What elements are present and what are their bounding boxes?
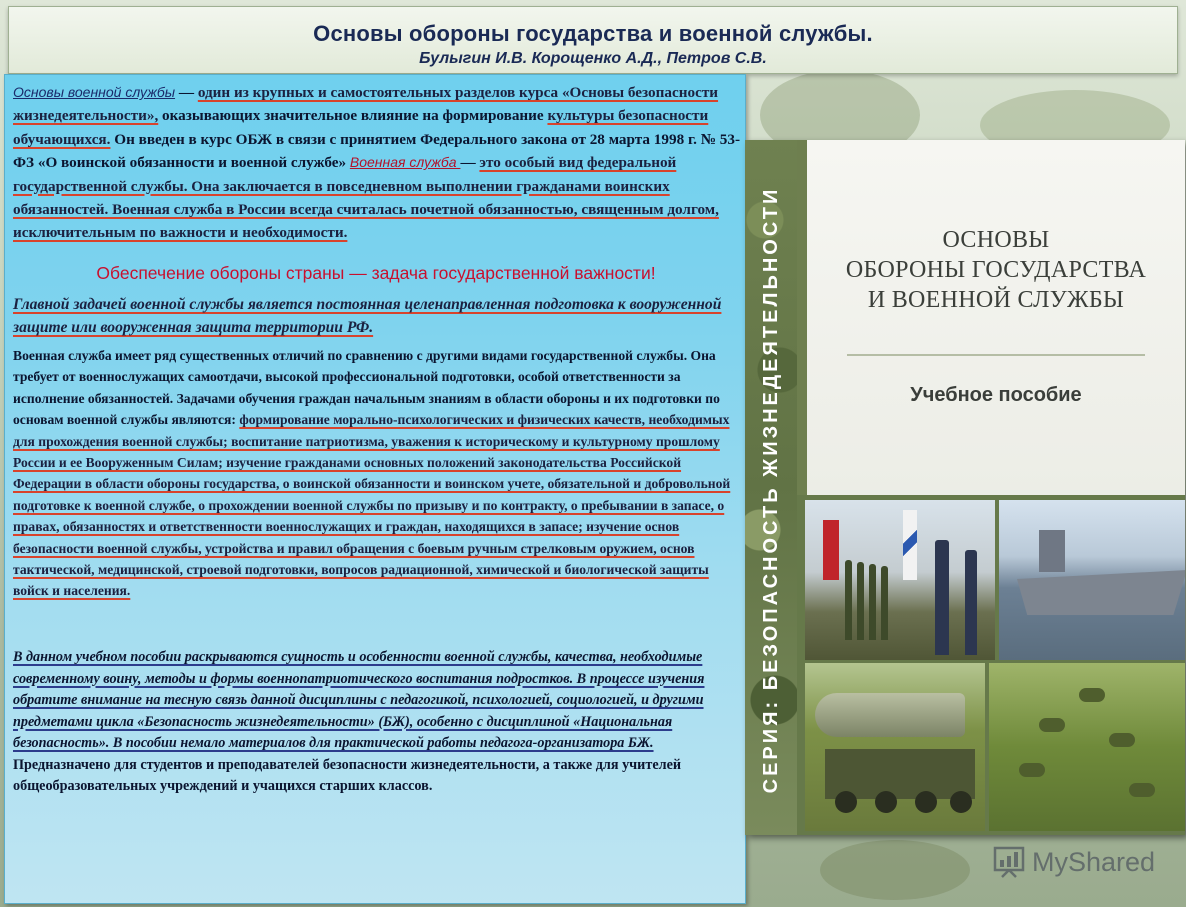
trooper-figure bbox=[1109, 733, 1135, 747]
underlined-text: В данном учебном пособии раскрываются сущность и особенности военной службы, качества, необходимые современному воину, методы и формы военнопатриотического воспитания подростков. В процессе изучения обратите внимание на тесную связь данной дисциплины с педагогикой, психологией, социологией, и другими предметами цикла «Безопасность жизнедеятельности» (БЖ), особенно с дисциплиной «Национальная безопасность». В пособии немало материалов для практической работы педагога-организатора БЖ. bbox=[13, 649, 705, 751]
officer-figure bbox=[935, 540, 949, 655]
cover-title-area bbox=[797, 140, 1185, 495]
underlined-text: один из крупных и самостоятельных разделов курса «Основы безопасности жизнедеятельности», bbox=[13, 84, 719, 125]
trooper-figure bbox=[1079, 688, 1105, 702]
book-authors: Булыгин И.В. Корощенко А.Д., Петров С.В. bbox=[419, 50, 767, 67]
watermark-text: MyShared bbox=[1032, 846, 1156, 877]
soldier-figure bbox=[857, 562, 864, 640]
section-heading: Обеспечение обороны страны — задача государственной важности! bbox=[96, 263, 656, 283]
myshared-watermark[interactable] bbox=[992, 842, 1155, 882]
book-description-paragraph: В данном учебном пособии раскрываются сущность и особенности военной службы, качества, необходимые современному воину, методы и формы военнопатриотического воспитания подростков. В процессе изучения обратите внимание на тесную связь данной дисциплины с педагогикой, психологией, социологией, и другими предметами цикла «Безопасность жизнедеятельности» (БЖ), особенно с дисциплиной «Национальная безопасность». В пособии немало материалов для практической работы педагога-организатора БЖ. Предназначено для студентов и преподавателей безопасности жизнедеятельности, а также для учителей общеобразовательных учреждений и учащихся старших классов. bbox=[13, 649, 705, 794]
camo-blotch bbox=[820, 840, 970, 900]
ship-hull bbox=[1017, 570, 1185, 615]
underlined-text: формирование морально-психологических и физических качеств, необходимых для прохождения военной службы; воспитание патриотизма, уважения к историческому и культурному прошлому России и ее Вооруженным Силам; изучение гражданами основных положений законодательства Российской Федерации в области обороны государства, о воинской обязанности и воинском учете, обязательной и добровольной подготовке к военной службе, о прохождении военной службы по призыву и по контракту, о пребывании в запасе, о правах, обязанностях и ответственности военнослужащих и граждан, находящихся в запасе; изучение основ безопасности военной службы, устройства и правил обращения с боевым ручным стрелковым оружием, основ тактической, медицинской, строевой подготовки, вопросов радиационной, химической и биологической защиты войск и населения. bbox=[13, 412, 731, 599]
underlined-text: культуры безопасности обучающихся. bbox=[13, 107, 709, 148]
missile-launcher-photo bbox=[805, 663, 985, 831]
parade-photo bbox=[805, 500, 995, 660]
trooper-figure bbox=[1129, 783, 1155, 797]
underlined-text: это особый вид федеральной государственной службы. Она заключается в повседневном выполнении гражданами воинских обязанностей. Военная служба в России всегда считалась почетной обязанностью, священным долгом, исключительным по важности и необходимости. bbox=[13, 154, 719, 242]
tasks-paragraph: Военная служба имеет ряд существенных отличий по сравнению с другими видами государственной службы. Она требует от военнослужащих самоотдачи, высокой профессиональной подготовки, особой ответственности за исполнение обязанностей. Задачами обучения граждан начальным знаниям в области обороны и их подготовки по основам военной службы являются: формирование морально-психологических и физических качеств, необходимых для прохождения военной службы; воспитание патриотизма, уважения к историческому и культурному прошлому России и ее Вооруженным Силам; изучение гражданами основных положений законодательства Российской Федерации в области обороны государства, о воинской обязанности и воинском учете, обязательной и добровольной подготовке к военной службе, о прохождении военной службы по призыву и по контракту, о пребывании в запасе, о правах, обязанностях и ответственности военнослужащих и граждан, находящихся в запасе; изучение основ безопасности военной службы, устройства и правил обращения с боевым ручным стрелковым оружием, основ тактической, медицинской, строевой подготовки, вопросов радиационной, химической и биологической защиты войск и населения. bbox=[13, 348, 731, 599]
cover-subtitle: Учебное пособие bbox=[910, 384, 1082, 406]
term-label-military-service: Военная служба bbox=[349, 154, 461, 171]
cover-divider bbox=[847, 354, 1145, 356]
ship-tower bbox=[1039, 530, 1065, 572]
soldier-figure bbox=[845, 560, 852, 640]
aircraft-carrier-photo bbox=[999, 500, 1185, 660]
trooper-figure bbox=[1039, 718, 1065, 732]
book-cover-image bbox=[745, 140, 1185, 835]
wheel-shape bbox=[915, 791, 937, 813]
term-label: Основы военной службы bbox=[13, 84, 176, 100]
book-spine bbox=[745, 140, 797, 835]
wheel-shape bbox=[875, 791, 897, 813]
myshared-logo-icon bbox=[992, 846, 1026, 878]
wheel-shape bbox=[835, 791, 857, 813]
wheel-shape bbox=[950, 791, 972, 813]
intro-paragraph: Основы военной службы — один из крупных и самостоятельных разделов курса «Основы безопасности жизнедеятельности», оказывающих значительное влияние на формирование культуры безопасности обучающихся. Он введен в курс ОБЖ в связи с принятием Федерального закона от 28 марта 1998 г. № 53-ФЗ «О воинской обязанности и военной службе» Военная служба — это особый вид федеральной государственной службы. Она заключается в повседневном выполнении гражданами воинских обязанностей. Военная служба в России всегда считалась почетной обязанностью, священным долгом, исключительным по важности и необходимости. bbox=[13, 84, 741, 242]
text-panel bbox=[4, 74, 746, 904]
slide-title: Основы обороны государства и военной службы. bbox=[313, 21, 873, 46]
naval-flag-icon bbox=[903, 510, 917, 580]
missile-shape bbox=[815, 693, 965, 737]
slide-header bbox=[8, 6, 1178, 74]
main-task-paragraph: Главной задачей военной службы является постоянная целенаправленная подготовка к вооруженной защите или вооруженная защита территории РФ. bbox=[13, 296, 722, 336]
field-training-photo bbox=[989, 663, 1185, 831]
soldier-figure bbox=[881, 566, 888, 640]
series-label: СЕРИЯ: БЕЗОПАСНОСТЬ ЖИЗНЕДЕЯТЕЛЬНОСТИ bbox=[760, 186, 782, 794]
red-flag-icon bbox=[823, 520, 839, 580]
trooper-figure bbox=[1019, 763, 1045, 777]
cover-photos bbox=[797, 495, 1185, 835]
officer-figure bbox=[965, 550, 977, 655]
soldier-figure bbox=[869, 564, 876, 640]
cover-title: ОСНОВЫ ОБОРОНЫ ГОСУДАРСТВА И ВОЕННОЙ СЛУЖБЫ bbox=[845, 227, 1147, 313]
